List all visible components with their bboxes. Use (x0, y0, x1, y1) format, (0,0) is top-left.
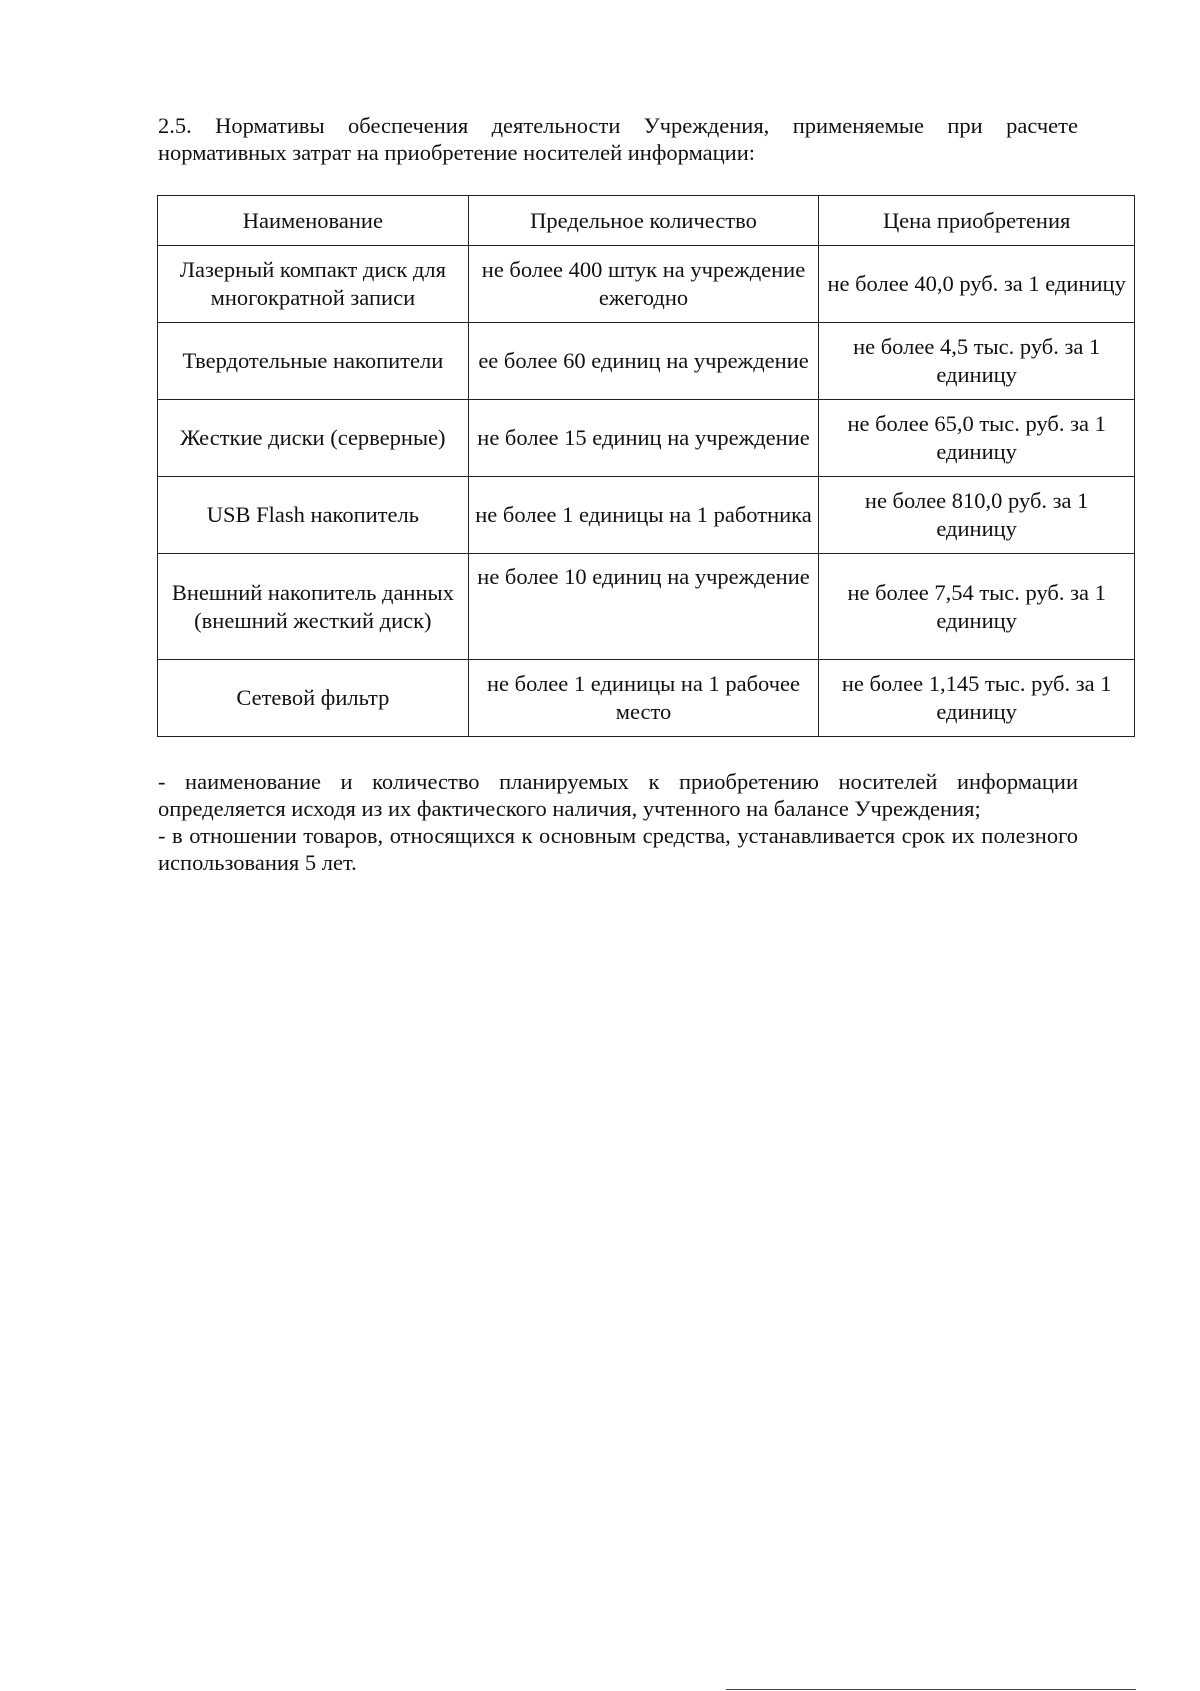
cell-item-name: Внешний накопитель данных (внешний жесткий диск) (158, 554, 469, 660)
cell-purchase-price: не более 4,5 тыс. руб. за 1 единицу (819, 323, 1135, 400)
table-row (158, 660, 1135, 737)
cell-limit-quantity: не более 15 единиц на учреждение (468, 400, 819, 477)
table-row (158, 323, 1135, 400)
cell-purchase-price: не более 810,0 руб. за 1 единицу (819, 477, 1135, 554)
note-paragraph: - в отношении товаров, относящихся к основным средства, устанавливается срок их полезного использования 5 лет. (158, 823, 1078, 875)
header-name: Наименование (158, 196, 469, 246)
note-paragraph: - наименование и количество планируемых к приобретению носителей информации определяется исходя из их фактического наличия, учтенного на балансе Учреждения; (158, 769, 1078, 821)
cell-item-name: Твердотельные накопители (158, 323, 469, 400)
cell-limit-quantity: не более 1 единицы на 1 рабочее место (468, 660, 819, 737)
table-row (158, 246, 1135, 323)
scan-edge-divider (726, 1689, 1136, 1690)
notes-block (158, 768, 1078, 876)
cell-purchase-price: не более 65,0 тыс. руб. за 1 единицу (819, 400, 1135, 477)
table-header-row (158, 196, 1135, 246)
cell-purchase-price: не более 1,145 тыс. руб. за 1 единицу (819, 660, 1135, 737)
cell-limit-quantity: не более 400 штук на учреждение ежегодно (468, 246, 819, 323)
cell-limit-quantity: ее более 60 единиц на учреждение (468, 323, 819, 400)
intro-paragraph: 2.5. Нормативы обеспечения деятельности Учреждения, применяемые при расчете нормативных затрат на приобретение носителей информации: (158, 113, 1078, 165)
header-limit-quantity: Предельное количество (468, 196, 819, 246)
cell-purchase-price: не более 7,54 тыс. руб. за 1 единицу (819, 554, 1135, 660)
table-row (158, 400, 1135, 477)
cell-limit-quantity: не более 1 единицы на 1 работника (468, 477, 819, 554)
norms-table (157, 195, 1135, 737)
cell-purchase-price: не более 40,0 руб. за 1 единицу (819, 246, 1135, 323)
cell-item-name: USB Flash накопитель (158, 477, 469, 554)
cell-limit-quantity: не более 10 единиц на учреждение (468, 554, 819, 660)
cell-item-name: Жесткие диски (серверные) (158, 400, 469, 477)
cell-item-name: Лазерный компакт диск для многократной записи (158, 246, 469, 323)
table-row (158, 554, 1135, 660)
header-purchase-price: Цена приобретения (819, 196, 1135, 246)
cell-item-name: Сетевой фильтр (158, 660, 469, 737)
table-row (158, 477, 1135, 554)
